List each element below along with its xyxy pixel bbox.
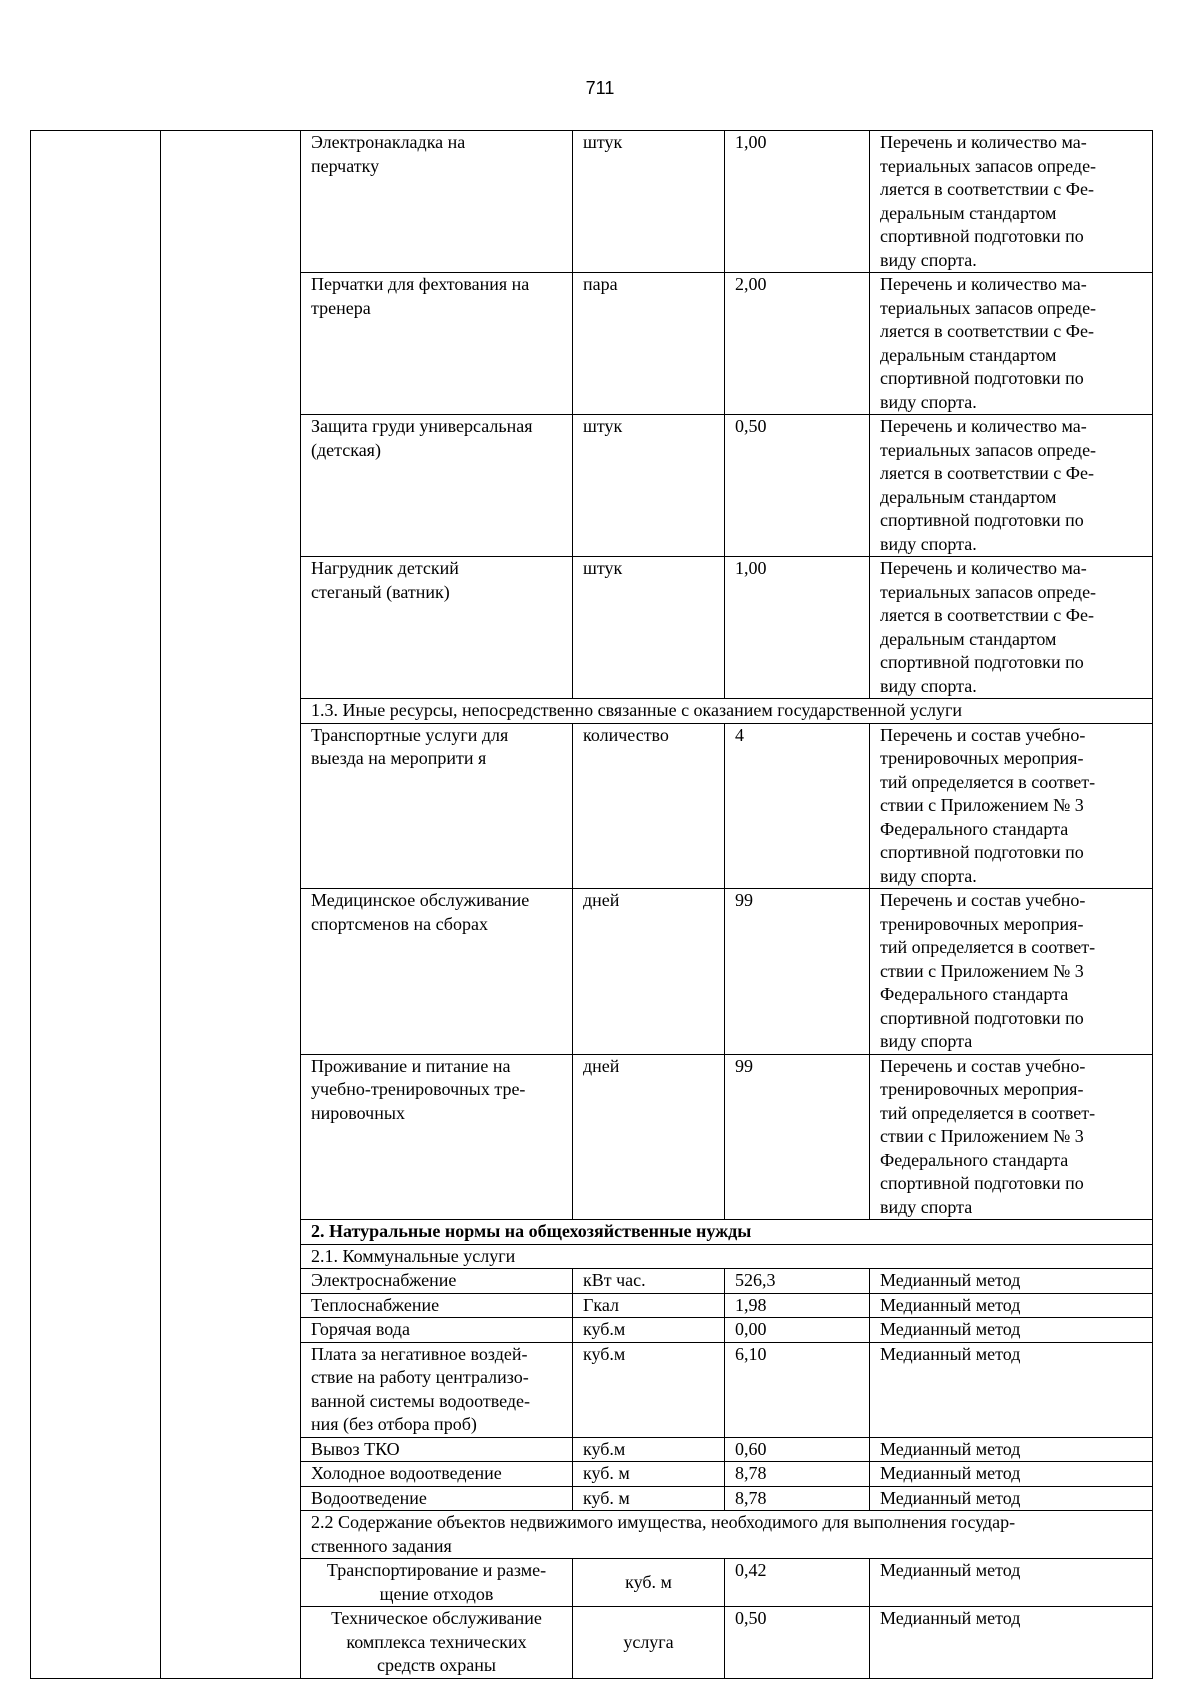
note-cell: Перечень и количество ма- териальных запасов опреде- ляется в соответствии с Фе- деральным стандартом спортивной подготовки по виду спорта. — [870, 273, 1153, 415]
resource-name: Транспортные услуги для выезда на мероприти я — [301, 723, 573, 889]
table-row — [31, 131, 1153, 273]
second-blank-column — [161, 131, 301, 1679]
value-cell: 2,00 — [725, 273, 870, 415]
value-cell: 1,00 — [725, 557, 870, 699]
unit-cell: куб.м — [573, 1318, 725, 1343]
note-cell: Медианный метод — [870, 1318, 1153, 1343]
resource-name: Медицинское обслуживание спортсменов на сборах — [301, 889, 573, 1055]
resource-name: Перчатки для фехтования на тренера — [301, 273, 573, 415]
resource-name: Плата за негативное воздей- ствие на работу централизо- ванной системы водоотведе- ния (без отбора проб) — [301, 1342, 573, 1437]
value-cell: 99 — [725, 889, 870, 1055]
resource-name: Теплоснабжение — [301, 1293, 573, 1318]
unit-cell: Гкал — [573, 1293, 725, 1318]
resource-name: Защита груди универсальная (детская) — [301, 415, 573, 557]
unit-cell: штук — [573, 131, 725, 273]
note-cell: Медианный метод — [870, 1462, 1153, 1487]
left-blank-column — [31, 131, 161, 1679]
unit-cell: штук — [573, 557, 725, 699]
unit-cell: куб. м — [573, 1486, 725, 1511]
note-cell: Перечень и количество ма- териальных запасов опреде- ляется в соответствии с Фе- деральным стандартом спортивной подготовки по виду спорта. — [870, 131, 1153, 273]
unit-cell: кВт час. — [573, 1269, 725, 1294]
note-cell: Медианный метод — [870, 1607, 1153, 1679]
resource-name: Горячая вода — [301, 1318, 573, 1343]
resource-name: Электронакладка на перчатку — [301, 131, 573, 273]
resource-name: Техническое обслуживание комплекса технических средств охраны — [301, 1607, 573, 1679]
value-cell: 1,00 — [725, 131, 870, 273]
resource-name: Проживание и питание на учебно-тренировочных тре- нировочных — [301, 1054, 573, 1220]
unit-cell: дней — [573, 889, 725, 1055]
note-cell: Перечень и состав учебно- тренировочных мероприя- тий определяется в соответ- ствии с Приложением № 3 Федерального стандарта спортивной подготовки по виду спорта. — [870, 723, 1153, 889]
resource-name: Электроснабжение — [301, 1269, 573, 1294]
value-cell: 99 — [725, 1054, 870, 1220]
resource-name: Вывоз ТКО — [301, 1437, 573, 1462]
unit-cell: куб. м — [573, 1462, 725, 1487]
value-cell: 0,00 — [725, 1318, 870, 1343]
page-number: 711 — [585, 78, 615, 98]
unit-cell: куб. м — [573, 1559, 725, 1607]
value-cell: 0,50 — [725, 415, 870, 557]
value-cell: 526,3 — [725, 1269, 870, 1294]
section-heading: 2.1. Коммунальные услуги — [301, 1244, 1153, 1269]
value-cell: 8,78 — [725, 1486, 870, 1511]
section-heading: 2.2 Содержание объектов недвижимого имущества, необходимого для выполнения государ- ственного задания — [301, 1511, 1153, 1559]
unit-cell: пара — [573, 273, 725, 415]
unit-cell: услуга — [573, 1607, 725, 1679]
note-cell: Медианный метод — [870, 1342, 1153, 1437]
unit-cell: куб.м — [573, 1342, 725, 1437]
value-cell: 8,78 — [725, 1462, 870, 1487]
note-cell: Перечень и количество ма- териальных запасов опреде- ляется в соответствии с Фе- деральным стандартом спортивной подготовки по виду спорта. — [870, 557, 1153, 699]
note-cell: Медианный метод — [870, 1293, 1153, 1318]
value-cell: 4 — [725, 723, 870, 889]
resource-name: Холодное водоотведение — [301, 1462, 573, 1487]
section-heading: 1.3. Иные ресурсы, непосредственно связанные с оказанием государственной услуги — [301, 699, 1153, 724]
norms-table-body — [31, 131, 1153, 1679]
note-cell: Перечень и количество ма- териальных запасов опреде- ляется в соответствии с Фе- деральным стандартом спортивной подготовки по виду спорта. — [870, 415, 1153, 557]
norms-table — [30, 130, 1153, 1679]
resource-name: Водоотведение — [301, 1486, 573, 1511]
note-cell: Перечень и состав учебно- тренировочных мероприя- тий определяется в соответ- ствии с Приложением № 3 Федерального стандарта спортивной подготовки по виду спорта — [870, 889, 1153, 1055]
value-cell: 1,98 — [725, 1293, 870, 1318]
note-cell: Медианный метод — [870, 1486, 1153, 1511]
unit-cell: дней — [573, 1054, 725, 1220]
unit-cell: штук — [573, 415, 725, 557]
section-heading-bold: 2. Натуральные нормы на общехозяйственные нужды — [301, 1220, 1153, 1245]
note-cell: Перечень и состав учебно- тренировочных мероприя- тий определяется в соответ- ствии с Приложением № 3 Федерального стандарта спортивной подготовки по виду спорта — [870, 1054, 1153, 1220]
value-cell: 0,50 — [725, 1607, 870, 1679]
value-cell: 0,42 — [725, 1559, 870, 1607]
note-cell: Медианный метод — [870, 1559, 1153, 1607]
resource-name: Транспортирование и разме- щение отходов — [301, 1559, 573, 1607]
note-cell: Медианный метод — [870, 1437, 1153, 1462]
resource-name: Нагрудник детский стеганый (ватник) — [301, 557, 573, 699]
value-cell: 0,60 — [725, 1437, 870, 1462]
note-cell: Медианный метод — [870, 1269, 1153, 1294]
value-cell: 6,10 — [725, 1342, 870, 1437]
unit-cell: количество — [573, 723, 725, 889]
unit-cell: куб.м — [573, 1437, 725, 1462]
